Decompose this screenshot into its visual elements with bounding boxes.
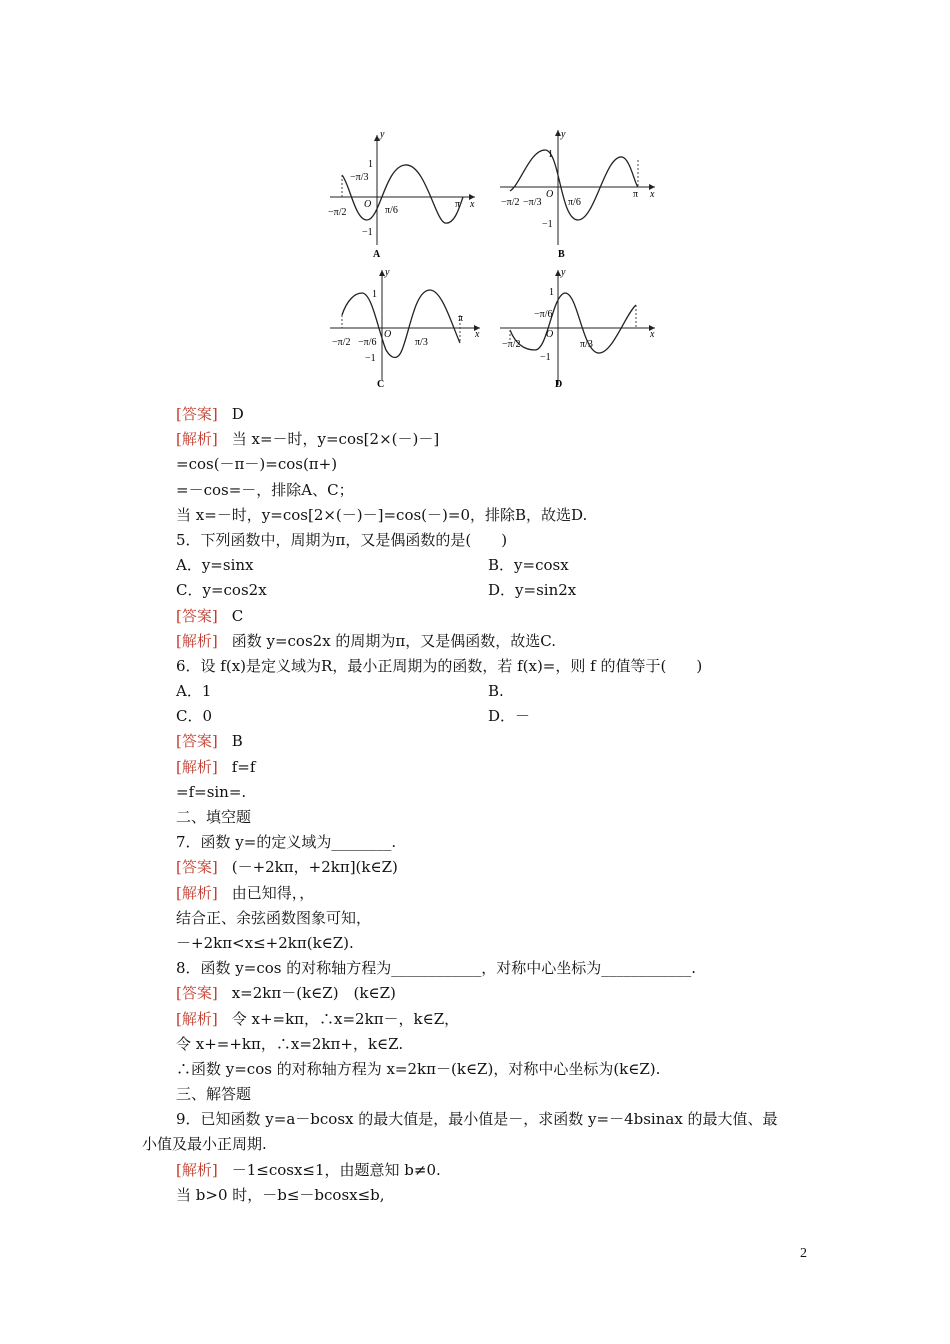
q5-option-d: D．y=sin2x (488, 581, 577, 600)
q6-options-row2 (176, 704, 816, 729)
graph-c-tick-pi: π (458, 313, 464, 324)
graph-d (500, 267, 655, 390)
q6-answer: [答案] B (176, 732, 243, 751)
answer-line: [答案] D (176, 405, 244, 423)
question-8: 8．函数 y=cos 的对称轴方程为____________，对称中心坐标为____________. (176, 959, 697, 978)
graph-d-tick-neg1: −1 (540, 352, 551, 363)
graph-b-tick-neg1: −1 (542, 219, 553, 230)
q5-options-row1 (176, 553, 816, 578)
text-line: =cos(－π－)=cos(π+) (176, 455, 338, 474)
question-6: 6．设 f(x)是定义域为R，最小正周期为的函数，若 f(x)=，则 f 的值等于( ) (176, 656, 703, 675)
q6-option-d: D．－ (488, 707, 531, 726)
question-7: 7．函数 y=的定义域为________. (176, 833, 397, 852)
q6-option-b: B. (488, 682, 504, 701)
q9-analysis: [解析] －1≤cosx≤1，由题意知 b≠0. (176, 1160, 441, 1179)
page-number: 2 (800, 1246, 807, 1261)
graph-d-tick-negpi2: −π/2 (502, 339, 521, 350)
graph-b (500, 129, 655, 260)
text-line: =－cos=－，排除A、C； (176, 480, 354, 499)
graph-b-tick-1: 1 (548, 149, 553, 160)
graph-c-x-label: x (475, 329, 480, 340)
graph-b-tick-pi6: π/6 (568, 197, 581, 208)
graph-a-tick-neg1: −1 (362, 227, 373, 238)
graph-b-tick-negpi2: −π/2 (501, 197, 520, 208)
graph-c-tick-1: 1 (372, 289, 377, 300)
q7-analysis: [解析] 由已知得，， (176, 883, 315, 902)
graph-c-label: C (377, 379, 385, 390)
text-line: 当 b>0 时，－b≤－bcosx≤b, (176, 1185, 385, 1204)
q5-answer: [答案] C (176, 606, 244, 625)
graph-a-tick-1: 1 (368, 159, 373, 170)
graphs-svg (320, 125, 670, 395)
q5-analysis: [解析] 函数 y=cos2x 的周期为π，又是偶函数，故选C. (176, 631, 557, 650)
analysis-line: [解析] 当 x=－时，y=cos[2×(－)－] (176, 430, 440, 449)
graph-b-tick-pi: π (633, 189, 639, 200)
q7-answer: [答案] (－+2kπ，+2kπ](k∈Z) (176, 858, 398, 877)
graph-b-x-label: x (650, 189, 655, 200)
q5-options-row2 (176, 578, 816, 603)
text-line: 结合正、余弦函数图象可知， (176, 908, 372, 927)
q6-options-row1 (176, 679, 816, 704)
q5-option-c: C．y=cos2x (176, 581, 267, 600)
graph-a-origin: O (364, 199, 372, 210)
question-9-cont: 小值及最小正周期. (142, 1135, 267, 1154)
graph-d-origin: O (546, 329, 554, 340)
graph-a-tick-pi6: π/6 (385, 205, 398, 216)
graph-d-tick-negpi6: −π/6 (534, 309, 553, 320)
q8-analysis: [解析] 令 x+=kπ，∴x=2kπ－，k∈Z， (176, 1009, 460, 1028)
text-line: 令 x+=+kπ，∴x=2kπ+，k∈Z. (176, 1034, 404, 1053)
graph-a (328, 129, 475, 260)
graph-d-y-label: y (561, 267, 566, 278)
graph-c-tick-negpi2: −π/2 (332, 337, 351, 348)
graph-a-tick-pi3: −π/3 (350, 172, 369, 183)
text-line: =f=sin=. (176, 782, 247, 801)
graph-a-tick-pi: π (455, 199, 461, 210)
graph-d-tick-1: 1 (549, 287, 554, 298)
section-heading: 三、解答题 (176, 1085, 252, 1104)
graph-c-y-label: y (385, 267, 390, 278)
graph-a-x-label: x (470, 199, 475, 210)
graph-c-tick-negpi6: −π/6 (358, 337, 377, 348)
graph-d-x-label: x (650, 329, 655, 340)
graph-c-tick-pi3: π/3 (415, 337, 428, 348)
graph-d-tick-pi3: π/3 (580, 339, 593, 350)
text-line: 当 x=－时，y=cos[2×(－)－]=cos(－)=0，排除B，故选D. (176, 505, 588, 524)
q8-answer: [答案] x=2kπ－(k∈Z) (k∈Z) (176, 984, 396, 1003)
graph-a-y-label: y (380, 129, 385, 140)
text-line: ∴函数 y=cos 的对称轴方程为 x=2kπ－(k∈Z)，对称中心坐标为(k∈Z). (176, 1059, 661, 1078)
graph-a-label: A (373, 249, 381, 260)
section-heading: 二、填空题 (176, 808, 252, 826)
graph-b-y-label: y (561, 129, 566, 140)
q6-analysis: [解析] f=f (176, 757, 256, 776)
graph-a-tick-negpi2: −π/2 (328, 207, 347, 218)
function-graphs (320, 125, 670, 395)
graph-b-label: B (558, 249, 565, 260)
q5-option-b: B．y=cosx (488, 556, 569, 575)
q6-option-c: C．0 (176, 707, 213, 726)
graph-b-tick-negpi3: −π/3 (523, 197, 542, 208)
graph-b-origin: O (546, 189, 554, 200)
graph-c-origin: O (384, 329, 392, 340)
document-body (142, 402, 816, 1208)
graph-c (330, 267, 480, 390)
q6-option-a: A．1 (176, 682, 212, 701)
text-line: －+2kπ<x≤+2kπ(k∈Z). (176, 933, 354, 952)
question-9: 9．已知函数 y=a－bcosx 的最大值是，最小值是－，求函数 y=－4bsinax 的最大值、最 (176, 1110, 778, 1129)
q5-option-a: A．y=sinx (176, 556, 254, 575)
graph-d-label: D (555, 379, 563, 390)
question-5: 5．下列函数中，周期为π，又是偶函数的是( ) (176, 530, 508, 549)
graph-c-tick-neg1: −1 (365, 353, 376, 364)
